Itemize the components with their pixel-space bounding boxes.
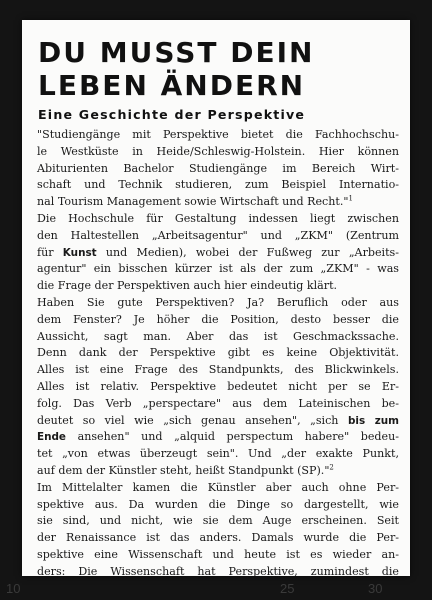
page-title xyxy=(38,36,400,102)
title-line: DU MUSST DEIN xyxy=(38,36,315,69)
body-line: agentur" ein bisschen kürzer ist als der zum „ZKM" - was xyxy=(37,262,399,276)
body-line: die Frage der Perspektiven auch hier eindeutig klärt. xyxy=(37,279,338,293)
body-line: den Haltestellen „Arbeitsagentur" und „ZKM" (Zentrum xyxy=(37,228,399,242)
body-line: dem Fenster? Je höher die Position, desto besser die xyxy=(37,312,399,326)
emphasis-word: Kunst xyxy=(62,246,97,259)
body-line xyxy=(37,429,399,446)
body-text: für xyxy=(37,245,63,259)
ruler-number: 10 xyxy=(6,581,21,596)
body-line: le Westküste in Heide/Schleswig-Holstein. Hier können xyxy=(37,144,399,158)
body-text: und Medien), wobei der Fußweg zur „Arbeits- xyxy=(96,245,399,259)
body-line: ders: Die Wissenschaft hat Perspektive, zumindest die xyxy=(37,564,399,576)
footnote-marker: 2 xyxy=(329,463,334,472)
body-text: ansehen" und „alquid perspectum habere" bedeu- xyxy=(65,430,399,444)
footnote-marker: 1 xyxy=(348,194,353,203)
page-subtitle: Eine Geschichte der Perspektive xyxy=(38,107,306,122)
emphasis-word: bis zum xyxy=(347,414,399,427)
ruler-number: 25 xyxy=(280,581,295,596)
body-line: Denn dank der Perspektive gibt es keine Objektivität. xyxy=(37,346,399,360)
body-line: folg. Das Verb „perspectare" aus dem Lateinischen be- xyxy=(37,396,399,410)
printed-page xyxy=(22,20,410,576)
ruler-number: 30 xyxy=(368,581,383,596)
body-line xyxy=(37,194,399,211)
body-line: tet „von etwas überzeugt sein". Und „der exakte Punkt, xyxy=(37,447,399,461)
cutting-mat-ruler xyxy=(0,578,432,600)
article-body xyxy=(37,127,399,576)
body-line: "Studiengänge mit Perspektive bietet die Fachhochschu- xyxy=(37,128,399,141)
body-text: auf dem der Künstler steht, heißt Standpunkt (SP)." xyxy=(37,463,330,477)
body-line: der Renaissance ist das anders. Damals wurde die Per- xyxy=(37,531,399,545)
body-line: spektive aus. Da wurden die Dinge so dargestellt, wie xyxy=(37,497,399,511)
body-line xyxy=(37,463,399,480)
body-text: deutet so viel wie „sich genau ansehen", „sich xyxy=(37,413,348,427)
body-line: Haben Sie gute Perspektiven? Ja? Beruflich oder aus xyxy=(37,295,399,309)
body-line: spektive eine Wissenschaft und heute ist es wieder an- xyxy=(37,547,399,561)
body-line: Die Hochschule für Gestaltung indessen liegt zwischen xyxy=(37,211,399,225)
body-line: Abiturienten Bachelor Studiengänge im Bereich Wirt- xyxy=(37,161,399,175)
body-line xyxy=(37,413,399,430)
body-line: Im Mittelalter kamen die Künstler aber auch ohne Per- xyxy=(37,480,399,494)
body-line: schaft und Technik studieren, zum Beispiel Internatio- xyxy=(37,178,399,192)
body-line: Alles ist relativ. Perspektive bedeutet nicht per se Er- xyxy=(37,379,399,393)
body-text: nal Tourism Management sowie Wirtschaft und Recht." xyxy=(37,195,349,209)
body-line xyxy=(37,245,399,262)
body-line: sie sind, und nicht, wie sie dem Auge erscheinen. Seit xyxy=(37,514,399,528)
emphasis-word: Ende xyxy=(37,431,66,444)
body-line: Alles ist eine Frage des Standpunkts, des Blickwinkels. xyxy=(37,363,399,377)
body-line: Aussicht, sagt man. Aber das ist Geschmackssache. xyxy=(37,329,399,343)
title-line: LEBEN ÄNDERN xyxy=(38,69,306,102)
